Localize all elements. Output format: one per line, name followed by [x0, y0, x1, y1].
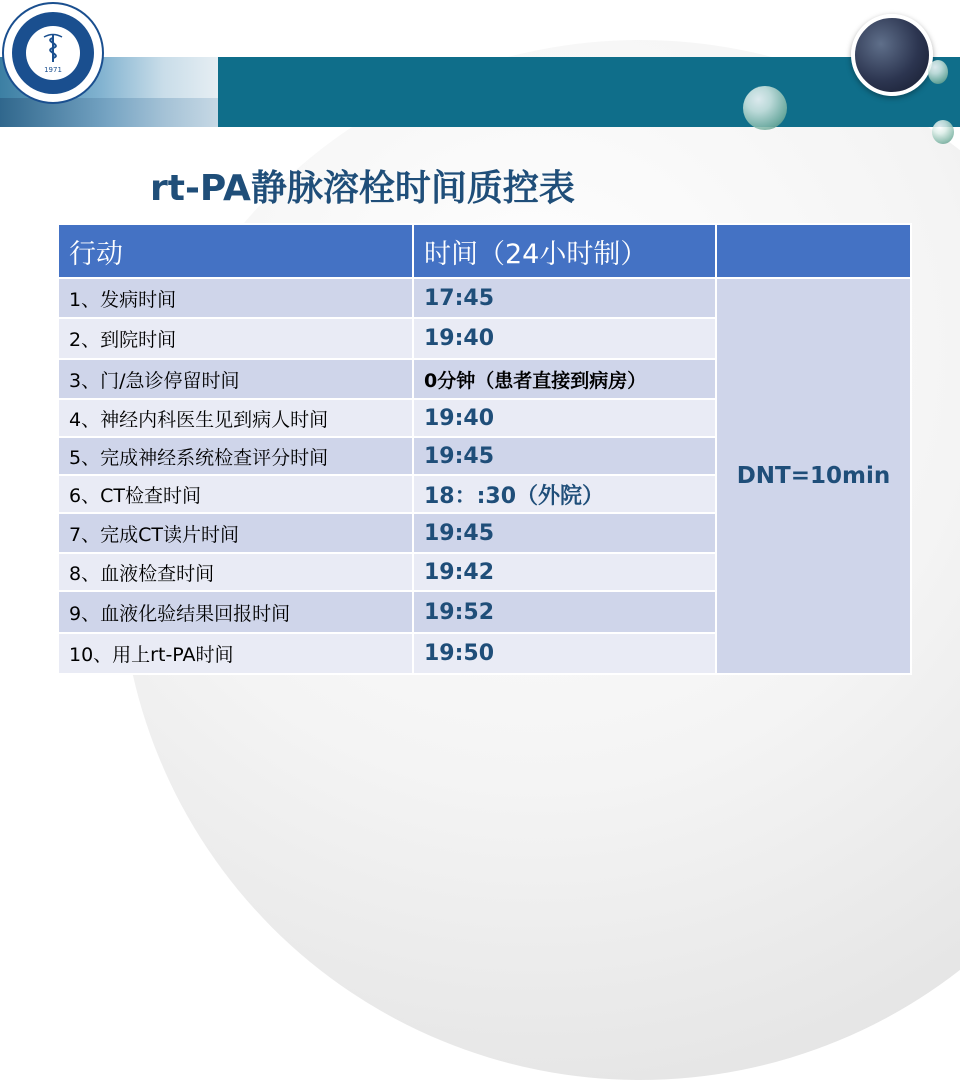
header-summary — [716, 224, 911, 278]
banner-photo-stripe — [0, 98, 218, 127]
row-time: 19:40 — [413, 399, 716, 437]
caduceus-icon — [38, 32, 68, 64]
row-action: 6、CT检查时间 — [58, 475, 413, 513]
row-action: 8、血液检查时间 — [58, 553, 413, 591]
row-action: 2、到院时间 — [58, 318, 413, 359]
logo-year: 1971 — [44, 66, 62, 74]
row-time: 19:45 — [413, 437, 716, 475]
logo-ring — [12, 12, 94, 94]
row-time: 19:50 — [413, 633, 716, 674]
time-quality-table — [57, 223, 912, 675]
header-action: 行动 — [58, 224, 413, 278]
row-time: 19:52 — [413, 591, 716, 633]
hospital-logo — [2, 2, 104, 104]
header-time: 时间（24小时制） — [413, 224, 716, 278]
row-action: 7、完成CT读片时间 — [58, 513, 413, 553]
corner-photo — [851, 14, 933, 96]
table-header-row — [58, 224, 911, 278]
dnt-summary: DNT=10min — [716, 278, 911, 674]
water-drop-decoration — [743, 86, 787, 130]
table-row — [58, 278, 911, 318]
row-time: 17:45 — [413, 278, 716, 318]
row-action: 10、用上rt-PA时间 — [58, 633, 413, 674]
row-time: 0分钟（患者直接到病房） — [413, 359, 716, 399]
row-action: 3、门/急诊停留时间 — [58, 359, 413, 399]
row-time: 19:45 — [413, 513, 716, 553]
slide-title: rt-PA静脉溶栓时间质控表 — [150, 168, 575, 209]
row-action: 5、完成神经系统检查评分时间 — [58, 437, 413, 475]
row-time: 18：:30（外院） — [413, 475, 716, 513]
water-drop-decoration — [928, 60, 948, 84]
row-time: 19:40 — [413, 318, 716, 359]
row-action: 4、神经内科医生见到病人时间 — [58, 399, 413, 437]
water-drop-decoration — [932, 120, 954, 144]
row-action: 9、血液化验结果回报时间 — [58, 591, 413, 633]
logo-emblem — [26, 26, 80, 80]
row-action: 1、发病时间 — [58, 278, 413, 318]
row-time: 19:42 — [413, 553, 716, 591]
